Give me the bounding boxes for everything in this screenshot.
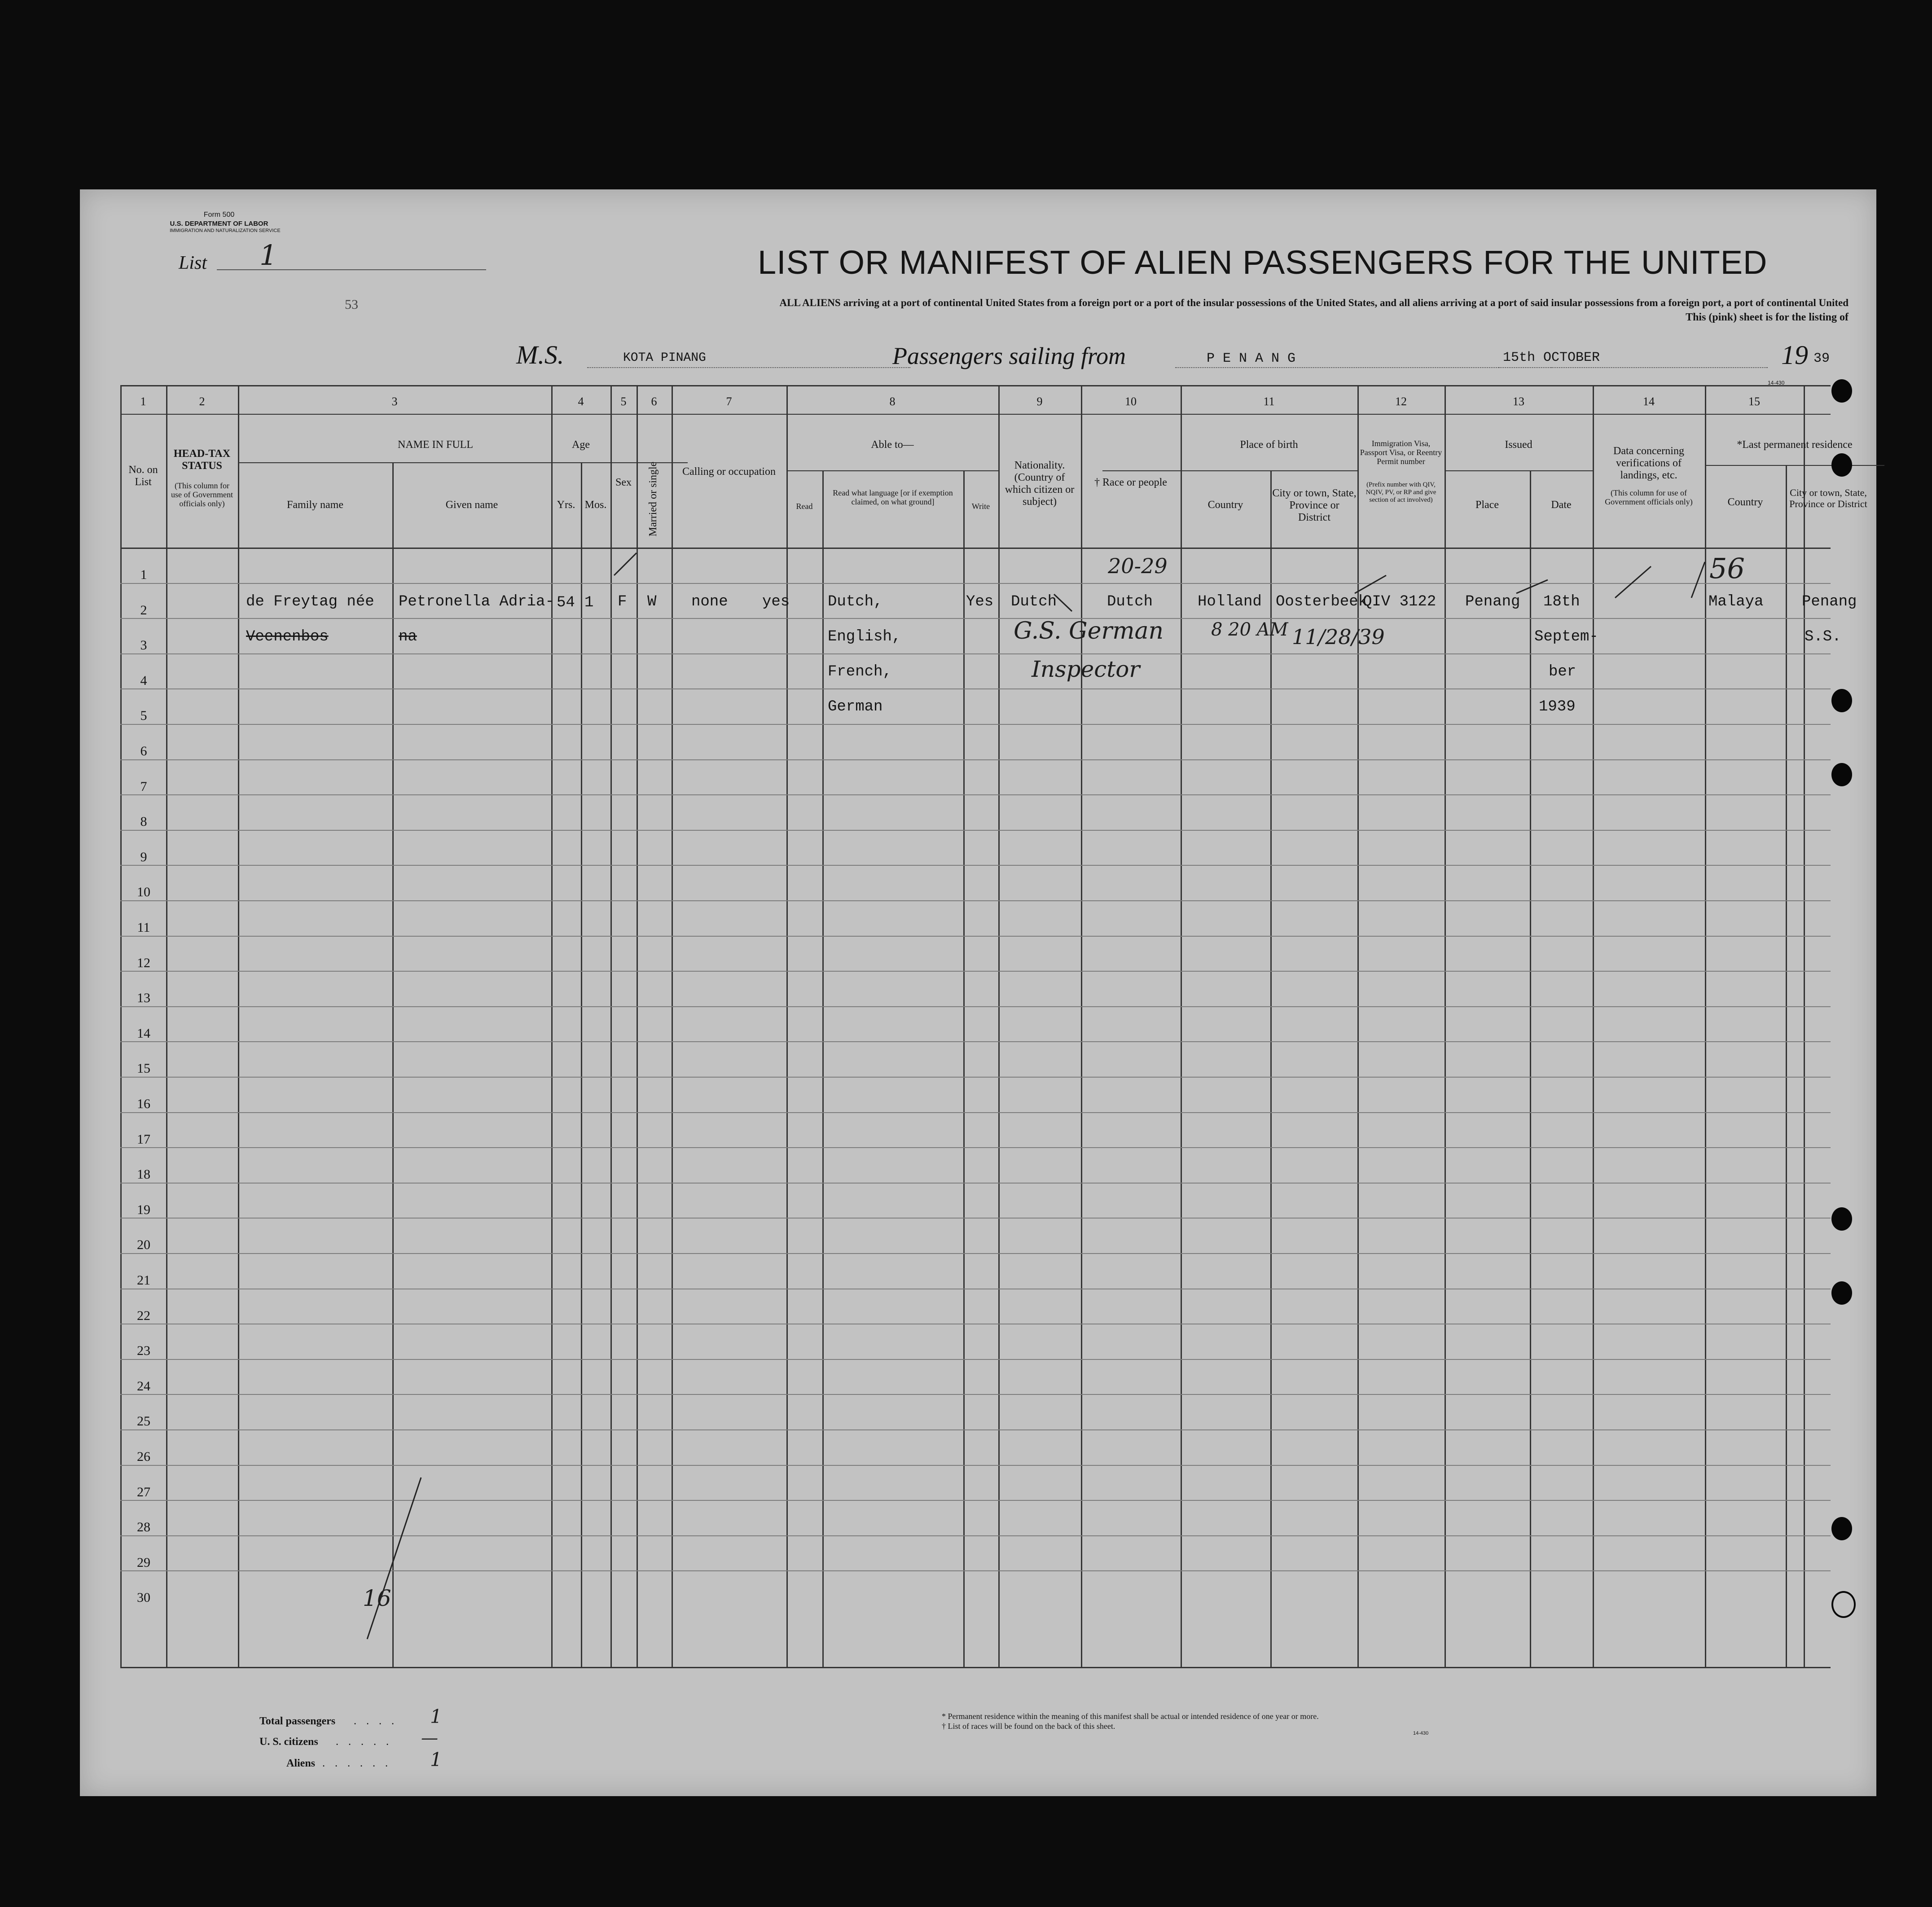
column-number: 2 <box>199 395 205 408</box>
header-calling: Calling or occupation <box>682 466 776 478</box>
row-number: 11 <box>137 920 150 935</box>
column-number: 4 <box>578 395 584 408</box>
race: Dutch <box>1107 593 1153 610</box>
issued-date-line-4: 1939 <box>1539 698 1576 715</box>
list-label: List <box>179 253 207 273</box>
column-number: 7 <box>726 395 732 408</box>
row-number: 28 <box>137 1520 150 1535</box>
handwritten-code: 20-29 <box>1108 554 1168 578</box>
header-age-mos: Mos. <box>584 499 607 511</box>
age-years: 54 <box>557 594 575 611</box>
header-head-tax: HEAD-TAX STATUS <box>173 448 231 472</box>
binder-hole <box>1831 689 1852 712</box>
row-number: 7 <box>140 779 147 794</box>
header-residence-country: Country <box>1727 496 1763 508</box>
header-issued-place: Place <box>1475 499 1499 511</box>
subtitle-line-2: This (pink) sheet is for the listing of <box>1686 311 1849 323</box>
header-family-name: Family name <box>287 499 343 511</box>
header-married-or-single: Married or single <box>647 461 659 537</box>
column-number: 9 <box>1036 395 1043 408</box>
header-read: Read <box>796 502 813 511</box>
binder-hole <box>1831 453 1852 477</box>
issued-date-line-2: Septem- <box>1534 628 1598 645</box>
header-place-of-birth: Place of birth <box>1240 439 1298 451</box>
visa-number: QIV 3122 <box>1363 593 1436 610</box>
row-number: 17 <box>137 1131 150 1147</box>
birth-country: Holland <box>1198 593 1262 610</box>
ship-name: KOTA PINANG <box>623 351 706 365</box>
header-no-on-list: No. on List <box>128 464 158 488</box>
row-number: 29 <box>137 1555 150 1570</box>
us-citizens-value: — <box>421 1728 438 1748</box>
header-landing-note: (This column for use of Government officials only) <box>1605 488 1693 507</box>
aliens-label: Aliens <box>286 1758 316 1769</box>
row-number: 20 <box>137 1237 150 1253</box>
row-number: 19 <box>137 1202 150 1217</box>
language-2: English, <box>828 628 901 645</box>
column-number: 5 <box>620 395 627 408</box>
port-name: PENANG <box>1207 351 1304 366</box>
header-issued-date: Date <box>1551 499 1572 511</box>
header-race: † Race or people <box>1094 477 1167 488</box>
row-number: 6 <box>140 744 147 758</box>
column-number: 6 <box>651 395 657 408</box>
row-number: 4 <box>140 673 147 688</box>
header-birth-country: Country <box>1208 499 1243 511</box>
row-number: 30 <box>137 1590 150 1605</box>
header-write: Write <box>971 502 990 511</box>
row-number: 24 <box>137 1378 150 1394</box>
footnote-races: † List of races will be found on the back of this sheet. <box>942 1722 1115 1731</box>
subtitle-line-1: ALL ALIENS arriving at a port of continental United States from a foreign port or a port of the insular possessions of the United States, and all aliens arriving at a port of said insular possessions from a foreign port, a port of continental United <box>779 297 1849 308</box>
row-number: 5 <box>140 708 147 723</box>
family-name: de Freytag née <box>246 593 374 610</box>
row-number: 27 <box>137 1484 150 1499</box>
header-able-to: Able to— <box>871 439 914 451</box>
sex: F <box>618 593 627 610</box>
language-1: Dutch, <box>828 593 883 610</box>
can-read: yes <box>762 593 790 610</box>
sailing-label: Passengers sailing from <box>892 342 1126 369</box>
corner-code: 14-430 <box>1768 380 1785 386</box>
column-number: 15 <box>1748 395 1760 408</box>
row-number: 15 <box>137 1061 150 1076</box>
binder-hole <box>1831 1207 1852 1231</box>
issued-date-line-1: 18th <box>1543 593 1580 610</box>
inspector-title: Inspector <box>1032 656 1140 682</box>
language-3: French, <box>828 663 892 680</box>
department-label: U.S. DEPARTMENT OF LABOR <box>170 220 268 228</box>
stamp-number: 53 <box>345 297 358 312</box>
language-4: German <box>828 698 883 715</box>
row-number: 10 <box>137 885 150 900</box>
column-number: 10 <box>1125 395 1137 408</box>
header-sex: Sex <box>615 477 632 488</box>
issued-place: Penang <box>1465 593 1520 610</box>
row-number: 9 <box>140 849 147 864</box>
landing-check-stroke <box>1516 580 1548 593</box>
binder-hole <box>1831 1591 1856 1618</box>
pen-strokes <box>80 189 1876 1796</box>
can-write: Yes <box>966 593 994 610</box>
landing-slash-stroke <box>1615 566 1651 598</box>
row-number: 1 <box>140 567 147 582</box>
row-number: 22 <box>137 1308 150 1323</box>
form-number: Form 500 <box>203 211 235 219</box>
landing-mark: 56 <box>1709 552 1745 585</box>
header-nationality: Nationality. (Country of which citizen or subject) <box>1005 460 1075 508</box>
row-number: 23 <box>137 1343 150 1359</box>
issued-date-line-3: ber <box>1549 663 1576 680</box>
visa-check-stroke <box>1355 575 1386 593</box>
given-name: Petronella Adria- <box>399 593 554 610</box>
residence-country: Malaya <box>1708 593 1764 610</box>
row-number: 25 <box>137 1414 150 1429</box>
column-number: 3 <box>391 395 398 408</box>
total-passengers-dots: . . . . <box>354 1715 398 1727</box>
manifest-sheet <box>80 189 1876 1796</box>
list-value: 1 <box>259 239 277 272</box>
header-last-residence: *Last permanent residence <box>1737 439 1853 451</box>
header-age: Age <box>572 439 590 451</box>
header-read-language: Read what language [or if exemption claimed, on what ground] <box>833 488 953 507</box>
row-number: 12 <box>137 955 150 970</box>
residence-city: Penang <box>1802 593 1857 610</box>
birth-city: Oosterbeek <box>1276 593 1368 610</box>
year-prefix: 19 <box>1781 340 1808 370</box>
header-residence-city: City or town, State, Province or District <box>1789 487 1867 509</box>
inspector-signature: G.S. German <box>1014 618 1164 644</box>
column-number: 1 <box>140 395 146 408</box>
ship-prefix: M.S. <box>516 340 564 369</box>
header-visa: Immigration Visa, Passport Visa, or Reentry Permit number <box>1360 439 1442 466</box>
row-number: 8 <box>140 814 147 829</box>
header-age-yrs: Yrs. <box>557 499 575 511</box>
footnote-code: 14-430 <box>1413 1731 1429 1736</box>
page-title: LIST OR MANIFEST OF ALIEN PASSENGERS FOR THE UNITED <box>758 244 1768 281</box>
row-number: 18 <box>137 1167 150 1182</box>
binder-hole <box>1831 763 1852 786</box>
total-passengers-label: Total passengers <box>259 1715 336 1727</box>
row-number: 14 <box>137 1026 150 1041</box>
column-number: 12 <box>1395 395 1407 408</box>
column-number: 14 <box>1643 395 1655 408</box>
residence-city-2: S.S. <box>1805 628 1841 645</box>
header-landing-data: Data concerning verifications of landings, etc. <box>1613 445 1684 481</box>
service-label: IMMIGRATION AND NATURALIZATION SERVICE <box>170 228 281 233</box>
nationality: Dutch <box>1011 593 1057 610</box>
race-stroke <box>1054 594 1072 611</box>
given-name-continued: na <box>399 628 417 645</box>
aliens-dots: . . . . . . <box>322 1758 391 1769</box>
sailing-date: 15th OCTOBER <box>1503 350 1600 365</box>
us-citizens-label: U. S. citizens <box>259 1736 318 1748</box>
column-number: 13 <box>1513 395 1524 408</box>
row-number: 16 <box>137 1096 150 1111</box>
total-passengers-value: 1 <box>430 1705 442 1727</box>
year-suffix: 39 <box>1813 351 1830 366</box>
header-birth-city: City or town, State, Province or District <box>1272 487 1357 523</box>
column-number: 11 <box>1263 395 1275 408</box>
us-citizens-dots: . . . . . <box>336 1736 392 1748</box>
header-visa-note: (Prefix number with QIV, NQIV, PV, or RP and give section of act involved) <box>1366 481 1436 504</box>
residence-slash-stroke <box>1691 562 1705 598</box>
row-number: 3 <box>140 638 147 653</box>
row-number: 21 <box>137 1273 150 1288</box>
footnote-permanent-residence: * Permanent residence within the meaning of this manifest shall be actual or intended residence of one year or more. <box>942 1712 1319 1721</box>
row-number: 13 <box>137 991 150 1006</box>
binder-hole <box>1831 379 1852 403</box>
family-name-maiden: Veenenbos <box>246 628 329 645</box>
header-issued: Issued <box>1505 439 1532 451</box>
binder-hole <box>1831 1517 1852 1540</box>
age-months: 1 <box>584 594 594 611</box>
bottom-slash-stroke <box>367 1477 421 1639</box>
header-head-tax-note: (This column for use of Government officials only) <box>171 481 233 509</box>
header-given-name: Given name <box>445 499 498 511</box>
column-number: 8 <box>889 395 896 408</box>
tick-mark-stroke <box>614 553 637 575</box>
occupation: none <box>691 593 728 610</box>
aliens-value: 1 <box>430 1749 442 1771</box>
row-number: 2 <box>140 602 147 618</box>
header-name-in-full: NAME IN FULL <box>398 439 473 451</box>
inspection-date: 11/28/39 <box>1292 625 1385 649</box>
marital-status: W <box>647 593 657 610</box>
bottom-handwritten-mark: 16 <box>363 1585 391 1611</box>
row-number: 26 <box>137 1449 150 1464</box>
binder-hole <box>1831 1281 1852 1305</box>
inspection-time: 8 20 AM <box>1211 619 1288 640</box>
